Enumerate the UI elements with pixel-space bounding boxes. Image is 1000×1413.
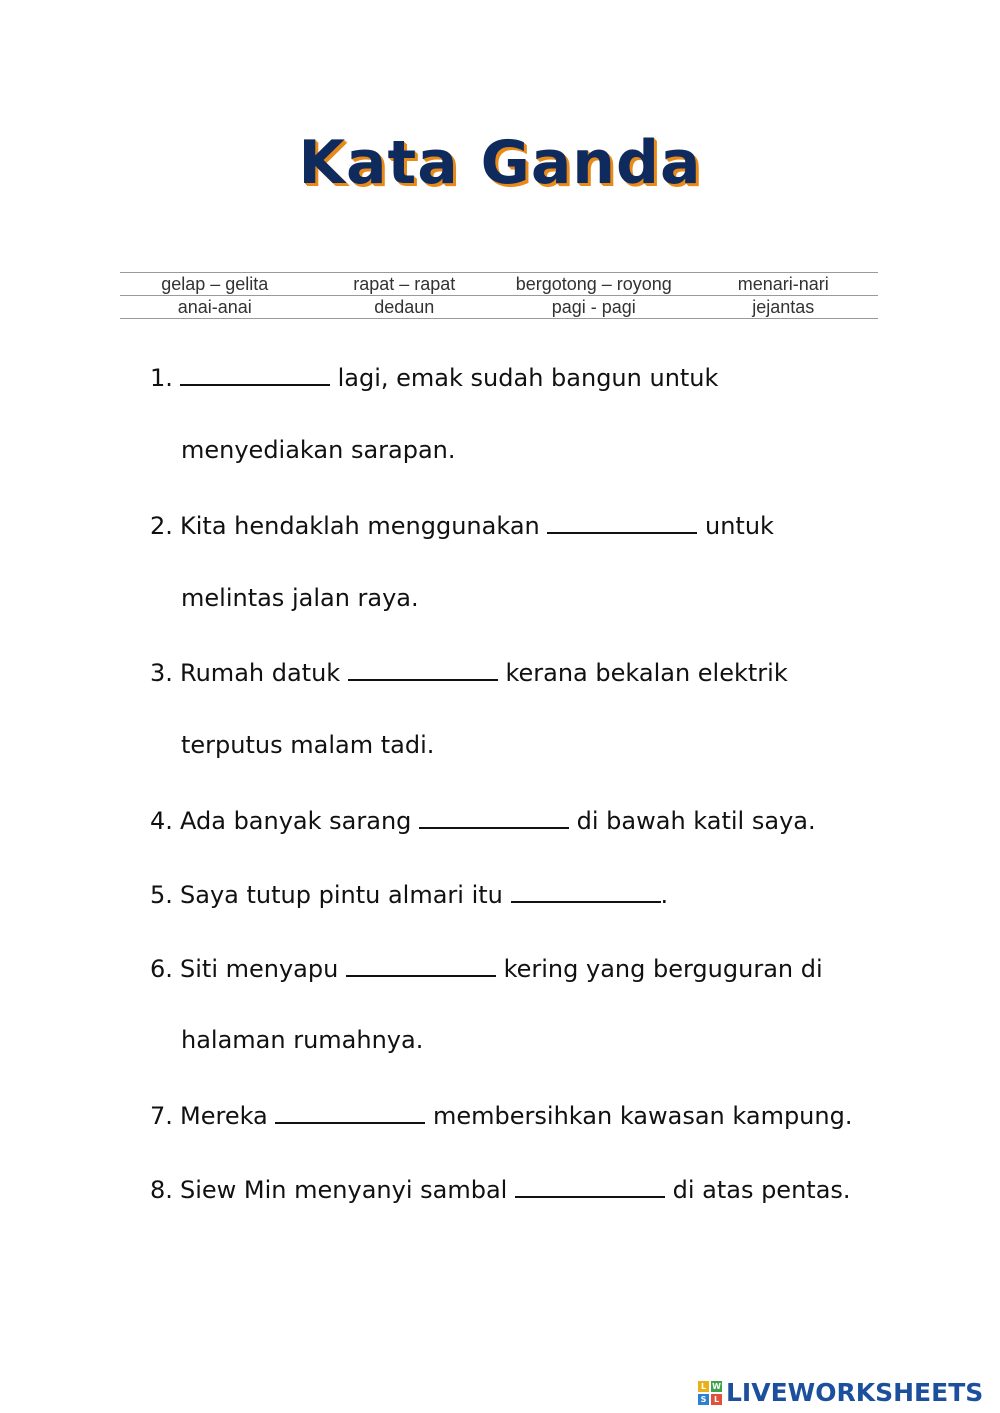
word-bank-cell: dedaun [310, 296, 500, 319]
word-bank-table [120, 272, 878, 319]
question-number: 1. [150, 364, 173, 392]
question-1-continuation: menyediakan sarapan. [181, 436, 456, 464]
question-2-continuation: melintas jalan raya. [181, 584, 419, 612]
answer-blank-5[interactable] [511, 879, 661, 903]
answer-blank-6[interactable] [346, 953, 496, 977]
word-bank-cell: bergotong – royong [499, 273, 689, 296]
question-number: 2. [150, 512, 173, 540]
question-number: 4. [150, 807, 173, 835]
question-number: 6. [150, 955, 173, 983]
question-text-before: Siew Min menyanyi sambal [180, 1176, 515, 1204]
question-text-after: . [660, 881, 669, 909]
logo-text: LIVEWORKSHEETS [726, 1378, 984, 1407]
worksheet-title: Kata Ganda [298, 128, 702, 198]
question-number: 5. [150, 881, 173, 909]
question-5 [150, 879, 668, 909]
question-text-before: Ada banyak sarang [180, 807, 420, 835]
word-bank-cell: anai-anai [120, 296, 310, 319]
question-text-before: Saya tutup pintu almari itu [180, 881, 511, 909]
liveworksheets-logo[interactable] [698, 1378, 983, 1407]
question-2 [150, 510, 774, 540]
answer-blank-7[interactable] [275, 1100, 425, 1124]
word-bank-cell: menari-nari [689, 273, 879, 296]
question-number: 3. [150, 659, 173, 687]
question-text-before: Rumah datuk [180, 659, 348, 687]
question-text-after: membersihkan kawasan kampung. [425, 1102, 853, 1130]
question-text-before: Mereka [180, 1102, 276, 1130]
answer-blank-2[interactable] [547, 510, 697, 534]
answer-blank-3[interactable] [348, 657, 498, 681]
word-bank-row [120, 273, 878, 296]
question-number: 7. [150, 1102, 173, 1130]
question-6 [150, 953, 823, 983]
answer-blank-8[interactable] [515, 1174, 665, 1198]
question-7 [150, 1100, 852, 1130]
answer-blank-4[interactable] [419, 805, 569, 829]
word-bank-cell: pagi - pagi [499, 296, 689, 319]
logo-mark-cell: L [698, 1381, 709, 1392]
question-text-after: kering yang berguguran di [495, 955, 823, 983]
logo-mark-cell: L [711, 1394, 722, 1405]
question-text-after: di atas pentas. [664, 1176, 851, 1204]
question-3 [150, 657, 788, 687]
answer-blank-1[interactable] [180, 362, 330, 386]
question-number: 8. [150, 1176, 173, 1204]
question-1 [150, 362, 718, 392]
question-4 [150, 805, 816, 835]
question-text-before: Kita hendaklah menggunakan [180, 512, 548, 540]
question-text-after: kerana bekalan elektrik [497, 659, 788, 687]
word-bank-cell: jejantas [689, 296, 879, 319]
word-bank-cell: rapat – rapat [310, 273, 500, 296]
question-text-after: lagi, emak sudah bangun untuk [330, 364, 719, 392]
logo-mark-icon [698, 1381, 722, 1405]
question-text-before: Siti menyapu [180, 955, 346, 983]
question-text-after: di bawah katil saya. [569, 807, 816, 835]
logo-mark-cell: W [712, 1381, 721, 1391]
question-6-continuation: halaman rumahnya. [181, 1026, 424, 1054]
logo-mark-cell: S [698, 1394, 709, 1405]
question-3-continuation: terputus malam tadi. [181, 731, 435, 759]
word-bank-cell: gelap – gelita [120, 273, 310, 296]
question-text-after: untuk [697, 512, 774, 540]
question-8 [150, 1174, 851, 1204]
word-bank-row [120, 296, 878, 319]
